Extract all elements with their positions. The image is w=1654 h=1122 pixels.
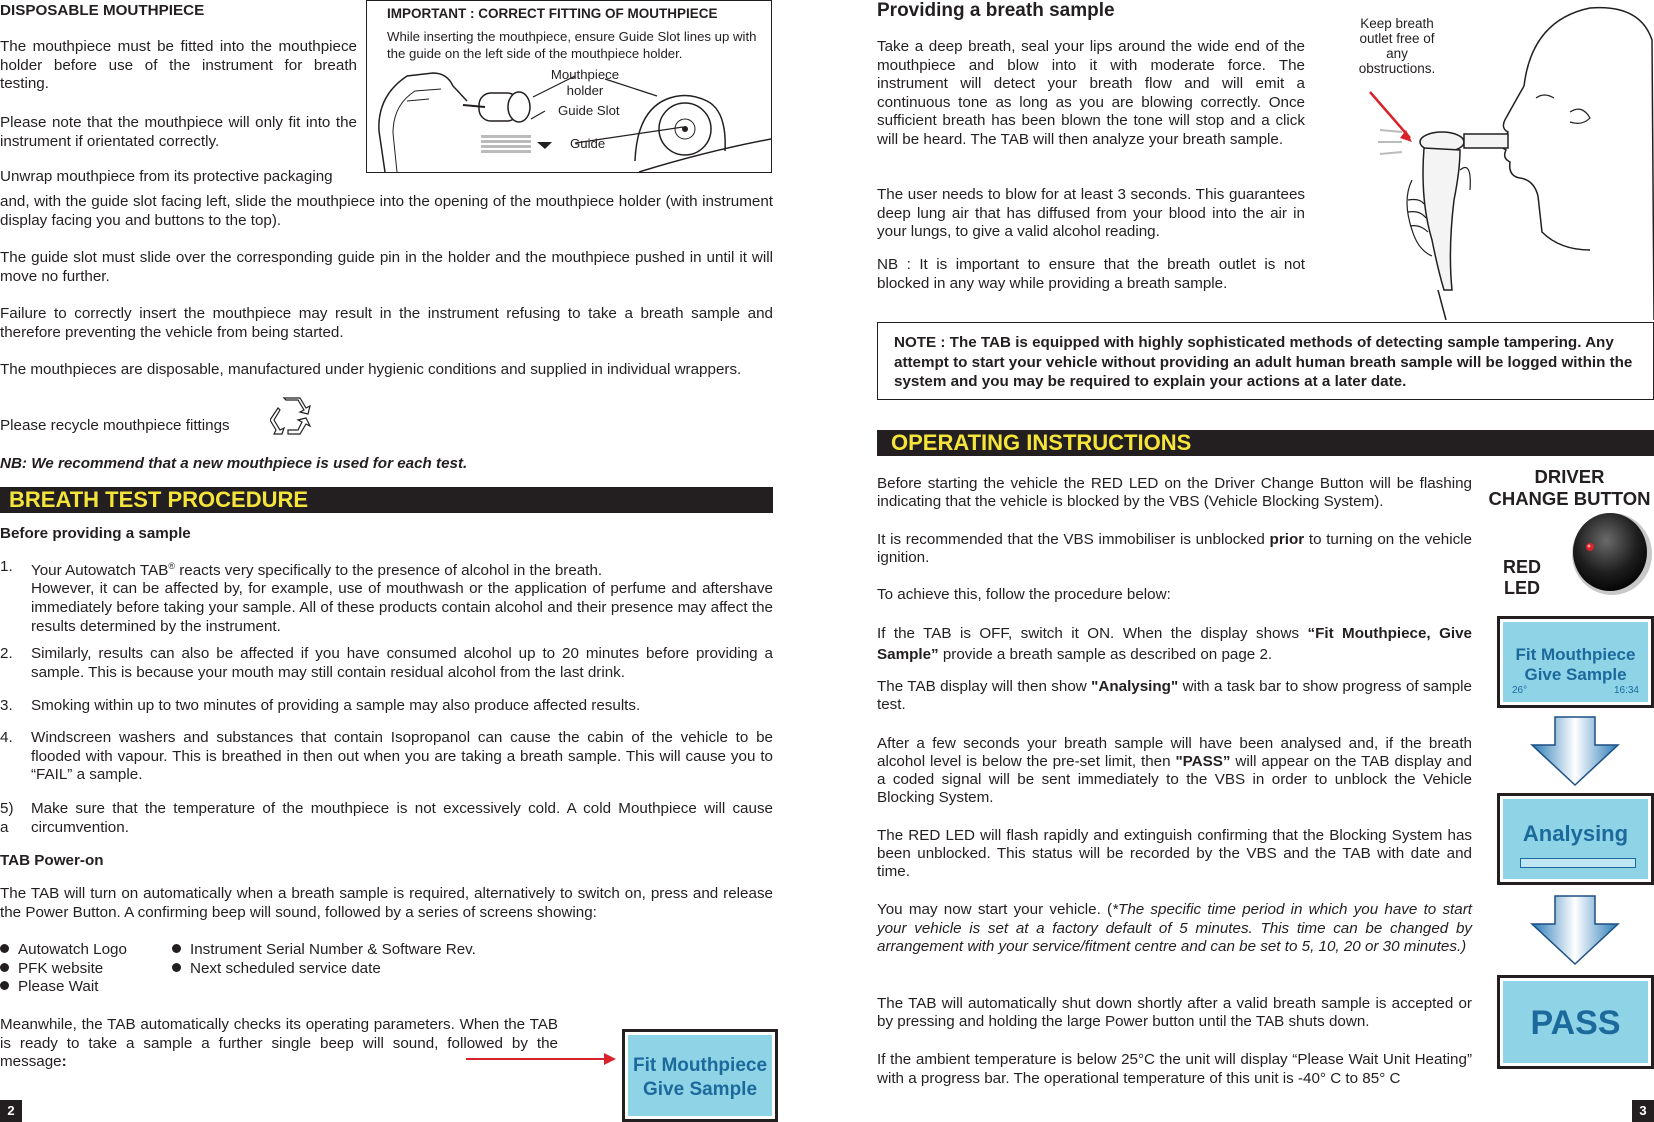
breath-sample-p3: NB : It is important to ensure that the breath outlet is not blocked in any way while providing a breath sample. [877,256,1305,292]
item5-text: Make sure that the temperature of the mouthpiece is not excessively cold. A cold Mouthpiece will cause circumvention. [31,800,773,836]
operating-p8: You may now start your vehicle. (*The specific time period in which you have to start your vehicle is set at a factory default of 5 minutes. This time can be changed by arrangement with your service/fitment centre and can be set to 5, 10, 20 or 30 minutes.) [877,901,1472,955]
item1-text-b: reacts very specifically to the presence of alcohol in the breath. [174,562,603,580]
lcd-pass: PASS [1497,975,1654,1069]
operating-p5: The TAB display will then show "Analysing" with a task bar to show progress of sample test. [877,678,1472,713]
meanwhile-text: Meanwhile, the TAB automatically checks its operating parameters. When the TAB is ready to take a sample a further single beep will sound, followed by the message: [0,1016,558,1070]
disposable-p5: Failure to correctly insert the mouthpiece may result in the instrument refusing to take a breath sample and therefore preventing the vehicle from being started. [0,305,773,341]
callout-text: Keep breath outlet free of any obstructions. [1358,16,1436,76]
list-item: Autowatch Logo [0,941,127,960]
breath-test-heading: BREATH TEST PROCEDURE [0,487,773,513]
list-item: Please Wait [0,978,98,997]
label-mouthpiece-holder: Mouthpiece holder [550,67,620,98]
lcd-clock: 16:34 [1613,685,1639,696]
list-item: Next scheduled service date [172,960,381,979]
list-number: 3. [0,697,13,714]
operating-p3: To achieve this, follow the procedure below: [877,586,1171,603]
figure-text: While inserting the mouthpiece, ensure Guide Slot lines up with the guide on the left side of the mouthpiece holder. [387,29,757,61]
nb-new-mouthpiece: NB: We recommend that a new mouthpiece is used for each test. [0,455,468,472]
item1-text-c: However, it can be affected by, for example, use of mouthwash or the application of perfume and aftershave immediately before taking your sample. All of these products contain alcohol and their presence may affect the results determined by the instrument. [31,580,773,636]
item3-text: Smoking within up to two minutes of providing a sample may also produce affected results. [31,697,641,714]
registered-mark: ® [168,561,175,571]
page-number-left: 2 [0,1100,22,1122]
breath-sample-p2: The user needs to blow for at least 3 seconds. This guarantees deep lung air that has diffused from your blood into the air in your lungs, to give a valid alcohol reading. [877,186,1305,240]
driver-change-button-label: DRIVER CHANGE BUTTON [1488,466,1651,509]
list-number-sub: a [0,818,9,836]
disposable-p1: The mouthpiece must be fitted into the mouthpiece holder before use of the instrument for breath testing. [0,38,357,92]
operating-p2: It is recommended that the VBS immobiliser is unblocked prior to turning on the vehicle ignition. [877,531,1472,566]
label-guide-slot: Guide Slot [558,103,620,118]
list-number: 2. [0,645,13,662]
operating-p9: The TAB will automatically shut down shortly after a valid breath sample is accepted or by pressing and holding the large Power button until the TAB shuts down. [877,995,1472,1030]
figure-title: IMPORTANT : CORRECT FITTING OF MOUTHPIECE [387,6,718,21]
breath-sample-heading: Providing a breath sample [877,0,1115,21]
operating-p7: The RED LED will flash rapidly and extinguish confirming that the Blocking System has been unblocked. This status will be recorded by the VBS and the TAB with date and time. [877,827,1472,880]
breath-illustration [1320,0,1654,320]
recycle-icon [270,396,314,436]
power-on-text: The TAB will turn on automatically when a breath sample is required, alternatively to switch on, press and release the Power Button. A confirming beep will sound, followed by a series of screens showing: [0,885,773,921]
label-guide: Guide [570,136,606,151]
lcd-fit-mouthpiece-right: Fit Mouthpiece Give Sample 26° 16:34 [1497,616,1654,708]
recycle-text: Please recycle mouthpiece fittings [0,417,230,434]
operating-p6: After a few seconds your breath sample will have been analysed and, if the breath alcohol level is below the pre-set limit, then "PASS” will appear on the TAB display and a coded signal will be sent immediately to the VBS in order to unblock the Vehicle Blocking System. [877,735,1472,806]
power-on-heading: TAB Power-on [0,852,104,869]
item1-text-a: Your Autowatch TAB [31,562,169,580]
note-box [877,322,1654,400]
disposable-p2: Please note that the mouthpiece will only fit into the instrument if orientated correctly. [0,114,357,150]
list-item [0,645,773,682]
note-text: NOTE : The TAB is equipped with highly sophisticated methods of detecting sample tampering. Any attempt to start your vehicle without providing an adult human breath sample will be logged within the system and you may be required to explain your actions at a later date. [894,334,1633,390]
lcd-temperature: 26° [1512,685,1528,696]
progress-bar [1520,858,1636,868]
down-arrow-icon [1530,715,1620,787]
operating-instructions-heading: OPERATING INSTRUCTIONS [877,430,1654,456]
item2-text: Similarly, results can also be affected if you have consumed alcohol up to 20 minutes before providing a sample. This is because your mouth may still contain residual alcohol from the last drink. [31,645,773,681]
lcd-analysing: Analysing [1497,793,1654,885]
list-item [0,800,773,837]
list-item: PFK website [0,960,103,979]
operating-p4: If the TAB is OFF, switch it ON. When the display shows “Fit Mouthpiece, Give Sample” provide a breath sample as described on page 2. [877,625,1472,663]
list-item [0,558,773,636]
lcd-fit-mouthpiece-left: Fit Mouthpiece Give Sample [622,1029,778,1122]
mouthpiece-figure [366,0,772,173]
disposable-p3a: Unwrap mouthpiece from its protective packaging [0,168,333,185]
breath-sample-p1: Take a deep breath, seal your lips around the wide end of the mouthpiece and blow into it with moderate force. The instrument will detect your breath flow and will emit a continuous tone as long as you are blowing correctly. Once sufficient breath has been blown the tone will stop and a click will be heard. The TAB will then analyze your breath sample. [877,38,1305,148]
operating-p1: Before starting the vehicle the RED LED on the Driver Change Button will be flashing indicating that the vehicle is blocked by the VBS (Vehicle Blocking System). [877,475,1472,510]
before-sample-heading: Before providing a sample [0,525,191,542]
list-item [0,697,773,716]
list-number: 5) [0,800,14,817]
list-number: 4. [0,729,13,746]
disposable-p3b: and, with the guide slot facing left, slide the mouthpiece into the opening of the mouthpiece holder (with instrument display facing you and buttons to the top). [0,193,773,229]
disposable-p6: The mouthpieces are disposable, manufactured under hygienic conditions and supplied in individual wrappers. [0,361,742,378]
operating-p10: If the ambient temperature is below 25°C the unit will display “Please Wait Unit Heating” with a progress bar. The operational temperature of this unit is -40° C to 85° C [877,1051,1472,1087]
disposable-title: DISPOSABLE MOUTHPIECE [0,2,205,19]
red-led-label: RED LED [1502,557,1541,598]
red-arrow [466,1052,616,1066]
page-number-right: 3 [1632,1100,1654,1122]
disposable-p4: The guide slot must slide over the corresponding guide pin in the holder and the mouthpiece pushed in until it will move no further. [0,249,773,285]
item4-text: Windscreen washers and substances that contain Isopropanol can cause the cabin of the vehicle to be flooded with vapour. This is breathed in then out when you are taking a breath sample. This will cause you to “FAIL” a sample. [31,729,773,783]
list-item: Instrument Serial Number & Software Rev. [172,941,476,960]
list-item [0,729,773,785]
down-arrow-icon [1530,894,1620,966]
driver-change-button-icon [1562,508,1654,600]
list-number: 1. [0,558,13,575]
